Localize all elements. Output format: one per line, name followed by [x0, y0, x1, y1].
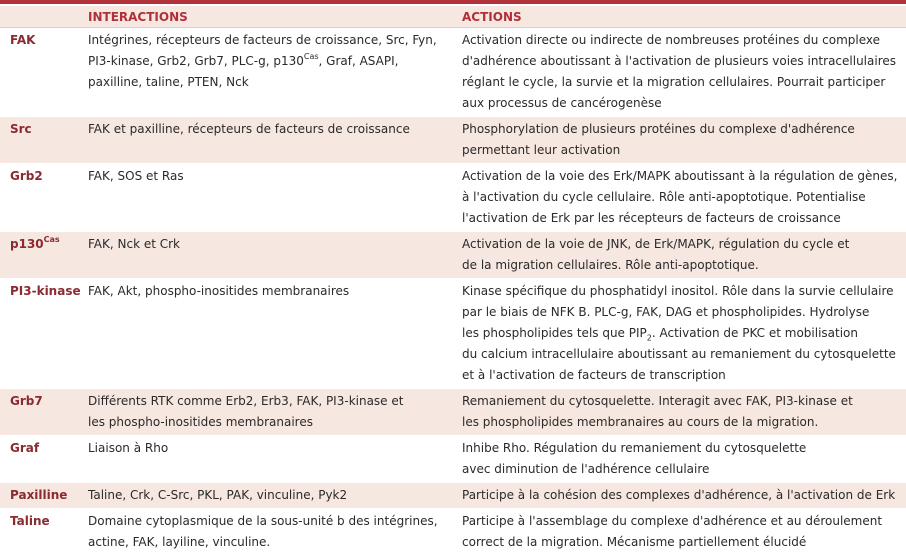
actions-line: réglant le cycle, la survie et la migration cellulaires. Pourrait participer — [462, 75, 886, 89]
actions-cell — [458, 483, 906, 509]
table-row — [0, 28, 906, 117]
superscript: Cas — [43, 235, 60, 244]
table-header-row — [0, 6, 906, 28]
interactions-line: FAK et paxilline, récepteurs de facteurs de croissance — [88, 122, 410, 136]
actions-line: les phospholipides membranaires au cours de la migration. — [462, 415, 819, 429]
table-row — [0, 483, 906, 509]
actions-line: Activation de la voie de JNK, de Erk/MAPK, régulation du cycle et — [462, 237, 850, 251]
actions-line: les phospholipides tels que $PIP_2$. Activation de PKC et mobilisation — [462, 326, 858, 343]
interactions-cell — [84, 483, 458, 509]
interactions-line: FAK, Akt, phospho-inositides membranaires — [88, 284, 350, 298]
actions-line: l'activation de Erk par les récepteurs de facteurs de croissance — [462, 211, 841, 225]
actions-line: d'adhérence aboutissant à l'activation de plusieurs voies intracellulaires — [462, 54, 896, 68]
interactions-line: Domaine cytoplasmique de la sous-unité b des intégrines, — [88, 514, 438, 528]
actions-line: par le biais de NFK B. PLC-g, FAK, DAG et phospholipides. Hydrolyse — [462, 305, 870, 319]
actions-cell — [458, 279, 906, 389]
actions-line: Participe à l'assemblage du complexe d'adhérence et au déroulement — [462, 514, 883, 528]
subscript: 2 — [646, 333, 652, 343]
interactions-line: paxilline, taline, PTEN, Nck — [88, 75, 249, 89]
interactions-cell — [84, 389, 458, 436]
table-row — [0, 164, 906, 232]
actions-line: Participe à la cohésion des complexes d'adhérence, à l'activation de Erk — [462, 488, 896, 502]
actions-line: avec diminution de l'adhérence cellulaire — [462, 462, 710, 476]
actions-cell — [458, 509, 906, 556]
actions-line: et à l'activation de facteurs de transcription — [462, 368, 726, 382]
actions-line: aux processus de cancérogenèse — [462, 96, 662, 110]
interactions-line: FAK, SOS et Ras — [88, 169, 184, 183]
table-row — [0, 117, 906, 164]
interactions-table — [0, 6, 906, 555]
header-interactions: INTERACTIONS — [84, 6, 458, 28]
actions-line: du calcium intracellulaire aboutissant au remaniement du cytosquelette — [462, 347, 896, 361]
top-rule — [0, 0, 906, 4]
actions-line: Activation directe ou indirecte de nombreuses protéines du complexe — [462, 33, 881, 47]
protein-name: Paxilline — [0, 483, 84, 509]
header-empty-cell — [0, 6, 84, 28]
protein-name: Taline — [0, 509, 84, 556]
table-row — [0, 279, 906, 389]
interactions-line: actine, FAK, layiline, vinculine. — [88, 535, 271, 549]
superscript: Cas — [303, 52, 319, 61]
protein-name: Grb7 — [0, 389, 84, 436]
protein-name: Graf — [0, 436, 84, 483]
interactions-line: PI3-kinase, Grb2, Grb7, PLC-g, $p130^{Cas}$, Graf, ASAPI, — [88, 52, 399, 68]
interactions-line: Taline, Crk, C-Src, PKL, PAK, vinculine, Pyk2 — [88, 488, 348, 502]
table-row — [0, 436, 906, 483]
actions-cell — [458, 117, 906, 164]
interactions-line: Différents RTK comme Erb2, Erb3, FAK, PI3-kinase et — [88, 394, 404, 408]
interactions-cell — [84, 117, 458, 164]
interactions-cell — [84, 279, 458, 389]
interactions-cell — [84, 232, 458, 279]
protein-name: FAK — [0, 28, 84, 117]
actions-line: de la migration cellulaires. Rôle anti-apoptotique. — [462, 258, 759, 272]
interactions-cell — [84, 164, 458, 232]
interactions-line: Liaison à Rho — [88, 441, 169, 455]
actions-cell — [458, 28, 906, 117]
interactions-line: les phospho-inositides membranaires — [88, 415, 313, 429]
actions-line: permettant leur activation — [462, 143, 621, 157]
actions-cell — [458, 389, 906, 436]
interactions-cell — [84, 436, 458, 483]
table-row — [0, 232, 906, 279]
interactions-line: FAK, Nck et Crk — [88, 237, 181, 251]
actions-line: à l'activation du cycle cellulaire. Rôle anti-apoptotique. Potentialise — [462, 190, 866, 204]
interactions-line: Intégrines, récepteurs de facteurs de croissance, Src, Fyn, — [88, 33, 437, 47]
actions-line: Inhibe Rho. Régulation du remaniement du cytosquelette — [462, 441, 807, 455]
table-row — [0, 509, 906, 556]
actions-line: correct de la migration. Mécanisme partiellement élucidé — [462, 535, 807, 549]
table-row — [0, 389, 906, 436]
actions-line: Phosphorylation de plusieurs protéines du complexe d'adhérence — [462, 122, 855, 136]
actions-cell — [458, 164, 906, 232]
actions-cell — [458, 436, 906, 483]
actions-line: Remaniement du cytosquelette. Interagit avec FAK, PI3-kinase et — [462, 394, 853, 408]
protein-name: PI3-kinase — [0, 279, 84, 389]
protein-name: Src — [0, 117, 84, 164]
header-actions: ACTIONS — [458, 6, 906, 28]
actions-cell — [458, 232, 906, 279]
actions-line: Kinase spécifique du phosphatidyl inositol. Rôle dans la survie cellulaire — [462, 284, 894, 298]
interactions-cell — [84, 509, 458, 556]
protein-name: Grb2 — [0, 164, 84, 232]
interactions-cell — [84, 28, 458, 117]
actions-line: Activation de la voie des Erk/MAPK aboutissant à la régulation de gènes, — [462, 169, 898, 183]
protein-name: $p130^{Cas}$ — [0, 232, 84, 279]
